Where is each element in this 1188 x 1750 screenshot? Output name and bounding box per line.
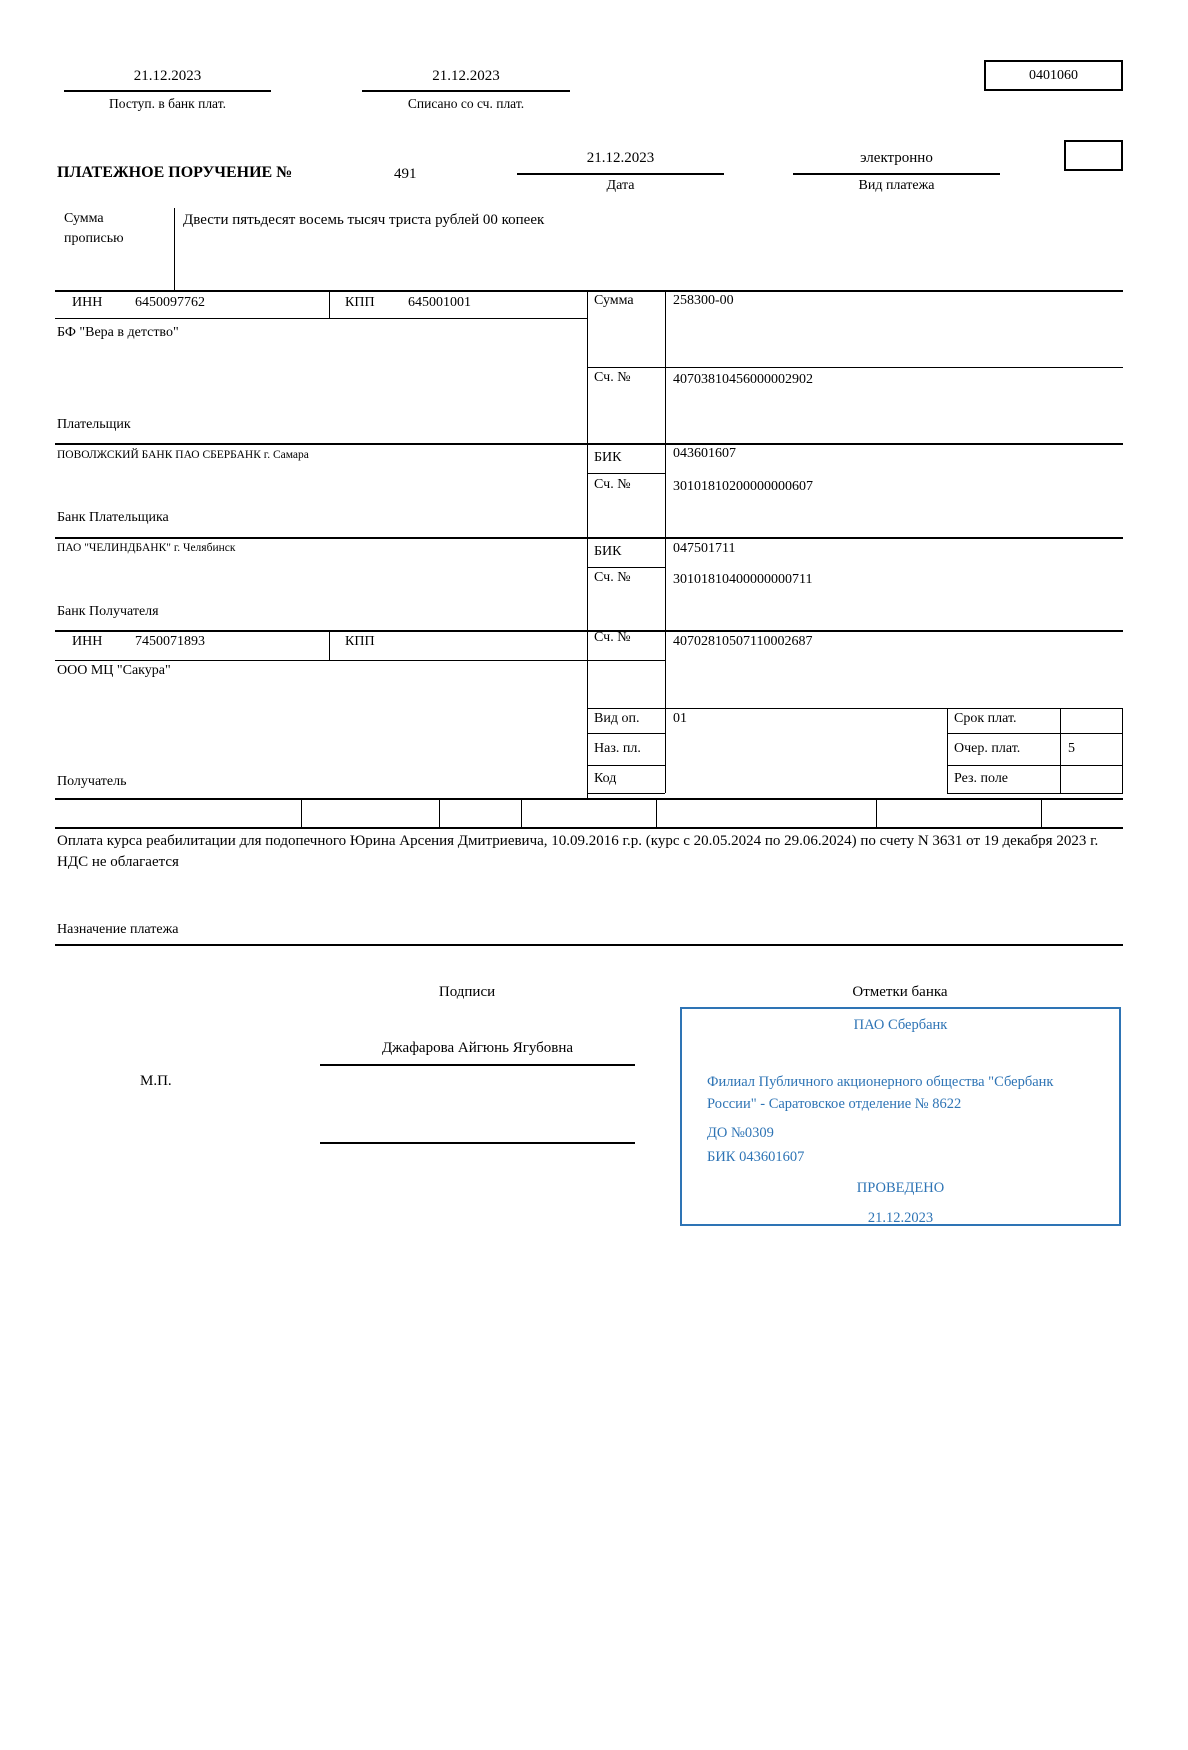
payer-bank-bik-label: БИК [594,450,622,465]
table-border [587,367,1123,368]
stamp-bik: БИК 043601607 [707,1149,805,1165]
payment-priority-value: 5 [1068,741,1075,756]
table-border [587,290,588,798]
payer-label: Плательщик [57,417,131,432]
table-border [587,473,665,474]
payer-bank-account-label: Сч. № [594,477,631,492]
payer-name: БФ "Вера в детство" [57,325,179,340]
payer-kpp-label: КПП [345,295,375,310]
table-border [55,290,1123,292]
payer-inn-label: ИНН [72,295,103,310]
table-border [521,798,522,827]
bank-marks-label: Отметки банка [852,984,948,1000]
table-border [587,733,665,734]
operation-type-value: 01 [673,711,687,726]
table-border [55,660,665,661]
payment-priority-label: Очер. плат. [954,741,1021,756]
table-border [301,798,302,827]
payee-inn-label: ИНН [72,634,103,649]
document-date-underline [517,173,724,175]
document-date-label: Дата [606,178,635,193]
status-code-box [1064,140,1123,171]
stamp-office: ДО №0309 [707,1125,774,1141]
stamp-branch: Филиал Публичного акционерного общества "Сбербанк России" - Саратовское отделение № 8622 [707,1074,1054,1112]
stamp-bank-name: ПАО Сбербанк [853,1017,948,1033]
payee-bank-name: ПАО "ЧЕЛИНДБАНК" г. Челябинск [57,542,236,554]
payee-bank-label: Банк Получателя [57,604,159,619]
payee-kpp-label: КПП [345,634,375,649]
form-code: 0401060 [1029,68,1078,83]
table-border [1060,708,1061,793]
received-date-underline [64,90,271,92]
amount-words-label-1: Сумма [64,211,104,226]
seal-placeholder-label: М.П. [140,1073,172,1089]
debited-date-label: Списано со сч. плат. [407,96,525,111]
received-date-label: Поступ. в банк плат. [109,96,226,111]
payee-label: Получатель [57,774,127,789]
table-border [55,537,1123,539]
payer-account-label: Сч. № [594,370,631,385]
signature-line-2 [320,1142,635,1144]
payment-term-label: Срок плат. [954,711,1017,726]
payee-account-value: 40702810507110002687 [673,634,813,649]
debited-date: 21.12.2023 [432,68,500,84]
document-title: ПЛАТЕЖНОЕ ПОРУЧЕНИЕ № [57,164,293,181]
payer-inn-value: 6450097762 [135,295,205,310]
received-date: 21.12.2023 [133,68,202,84]
table-border [665,290,666,793]
table-border [1041,798,1042,827]
payer-kpp-value: 645001001 [408,295,471,310]
payee-name: ООО МЦ "Сакура" [57,663,171,678]
table-border [587,708,1123,709]
payment-kind-value: электронно [860,150,933,166]
bank-stamp-box [680,1007,1121,1226]
document-number: 491 [394,166,417,182]
document-date: 21.12.2023 [586,150,655,166]
payee-bank-bik-value: 047501711 [673,541,736,556]
table-border [55,827,1123,829]
payment-purpose-code-label: Наз. пл. [594,741,641,756]
payment-kind-label: Вид платежа [858,178,935,193]
operation-type-label: Вид оп. [594,711,640,726]
payer-bank-account-value: 30101810200000000607 [673,479,813,494]
table-border [587,765,665,766]
payee-account-label: Сч. № [594,630,631,645]
table-border [656,798,657,827]
payment-purpose-underline [55,944,1123,946]
code-label: Код [594,771,617,786]
table-border [439,798,440,827]
amount-words-divider [174,208,175,290]
reserve-field-label: Рез. поле [954,771,1009,786]
signer-name: Джафарова Айгюнь Ягубовна [381,1040,574,1056]
payment-purpose-label: Назначение платежа [57,922,179,937]
payment-purpose-text: Оплата курса реабилитации для подопечного Юрина Арсения Дмитриевича, 10.09.2016 г.р. (курс с 20.05.2024 по 29.06.2024) по счету N 3631 от 19 декабря 2023 г. НДС не облагается [57,833,1099,870]
table-border [55,798,1123,800]
payee-inn-value: 7450071893 [135,634,205,649]
amount-words-value: Двести пятьдесят восемь тысяч триста рублей 00 копеек [183,212,545,228]
payee-bank-account-value: 30101810400000000711 [673,572,813,587]
table-border [329,630,330,660]
table-border [876,798,877,827]
sum-value: 258300-00 [673,293,734,308]
table-border [947,708,948,793]
table-border [329,290,330,318]
table-border [1122,708,1123,793]
table-border [947,765,1123,766]
payment-kind-underline [793,173,1000,175]
table-border [587,567,665,568]
table-border [55,318,587,319]
payer-bank-bik-value: 043601607 [673,446,736,461]
debited-date-underline [362,90,570,92]
stamp-status: ПРОВЕДЕНО [856,1180,945,1196]
table-border [947,793,1123,794]
form-code-box [984,60,1123,91]
payee-bank-account-label: Сч. № [594,570,631,585]
payer-bank-label: Банк Плательщика [57,510,169,525]
table-border [55,630,1123,632]
payer-bank-name: ПОВОЛЖСКИЙ БАНК ПАО СБЕРБАНК г. Самара [57,449,309,461]
signatures-label: Подписи [438,984,496,1000]
payee-bank-bik-label: БИК [594,544,622,559]
sum-label: Сумма [594,293,634,308]
stamp-date: 21.12.2023 [867,1210,934,1226]
table-border [55,443,1123,445]
signature-line-1 [320,1064,635,1066]
payer-account-value: 40703810456000002902 [673,372,813,387]
amount-words-label-2: прописью [64,231,124,246]
table-border [947,733,1123,734]
table-border [587,793,665,794]
